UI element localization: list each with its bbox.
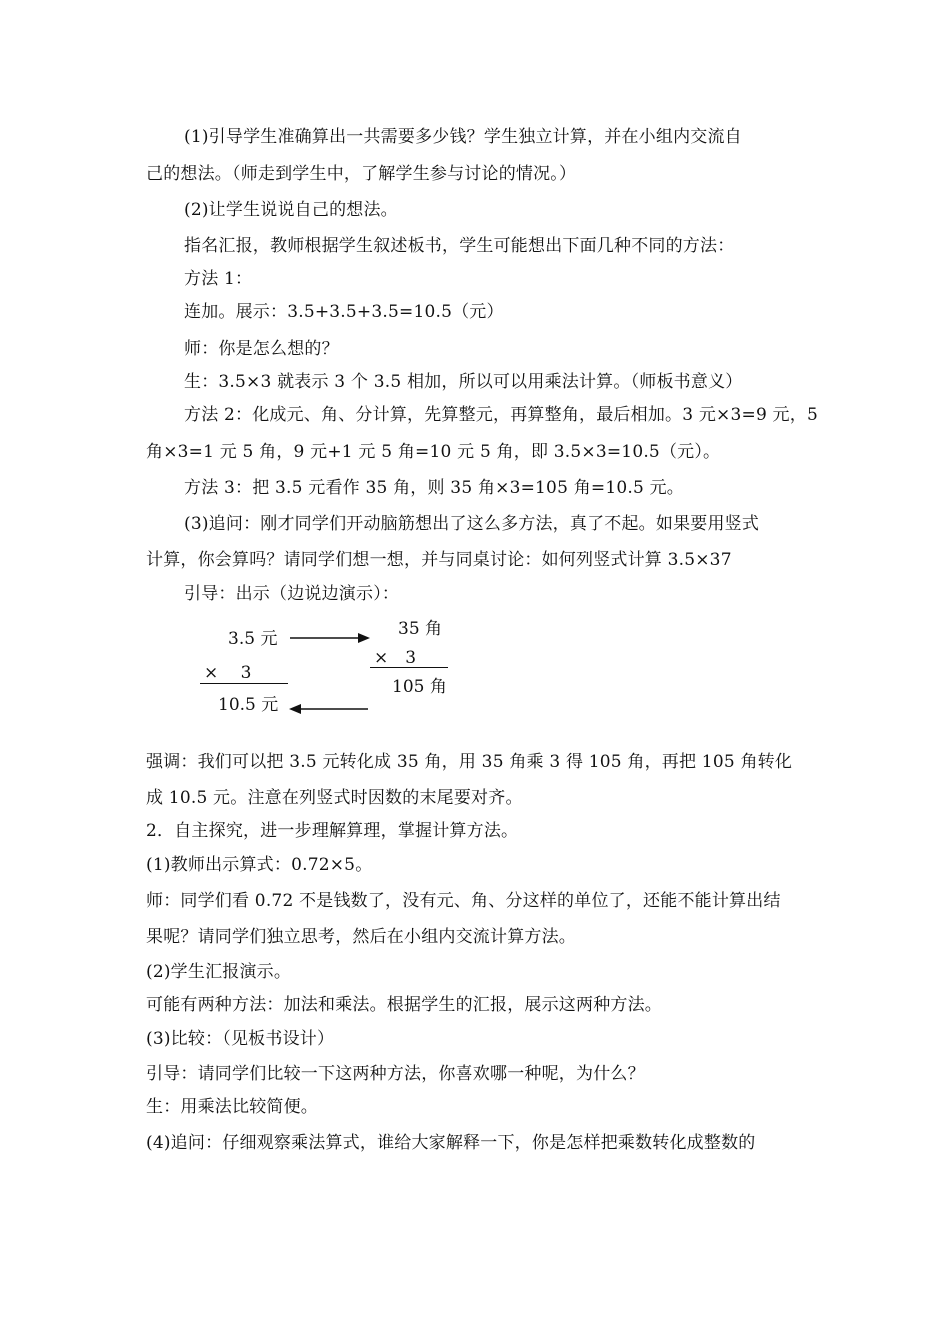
- paragraph-line: (2)让学生说说自己的想法。: [184, 200, 398, 220]
- paragraph-line: 计算，你会算吗？请同学们想一想，并与同桌讨论：如何列竖式计算 3.5×37: [146, 550, 732, 570]
- paragraph-line: (1)引导学生准确算出一共需要多少钱？学生独立计算，并在小组内交流自: [184, 127, 742, 147]
- calc-right-top: 35 角: [398, 619, 443, 639]
- calc-right-result: 105 角: [392, 677, 447, 697]
- paragraph-line: 方法 1：: [184, 269, 253, 289]
- paragraph-line: 方法 2：化成元、角、分计算，先算整元，再算整角，最后相加。3 元×3=9 元，5: [184, 405, 818, 425]
- paragraph-line: (4)追问：仔细观察乘法算式，谁给大家解释一下，你是怎样把乘数转化成整数的: [146, 1133, 756, 1153]
- paragraph-line: 2．自主探究，进一步理解算理，掌握计算方法。: [146, 821, 519, 841]
- paragraph-line: 师：你是怎么想的？: [184, 339, 339, 359]
- paragraph-line: (3)比较：（见板书设计）: [146, 1029, 335, 1049]
- paragraph-line: 己的想法。（师走到学生中，了解学生参与讨论的情况。）: [146, 164, 577, 184]
- paragraph-line: 角×3=1 元 5 角，9 元+1 元 5 角=10 元 5 角，即 3.5×3=10.5（元）。: [146, 442, 721, 462]
- calc-left-top: 3.5 元: [228, 629, 278, 649]
- paragraph-line: 连加。展示：3.5+3.5+3.5=10.5（元）: [184, 302, 504, 322]
- paragraph-line: 指名汇报，教师根据学生叙述板书，学生可能想出下面几种不同的方法：: [184, 236, 735, 256]
- paragraph-line: (1)教师出示算式：0.72×5。: [146, 855, 373, 875]
- calc-right-multiplier: × 3: [374, 648, 417, 668]
- paragraph-line: 方法 3：把 3.5 元看作 35 角，则 35 角×3=105 角=10.5 元。: [184, 478, 684, 498]
- arrow-left-icon: [289, 704, 368, 714]
- paragraph-line: 生：用乘法比较简便。: [146, 1097, 318, 1117]
- calc-left-result: 10.5 元: [218, 695, 279, 715]
- paragraph-line: 可能有两种方法：加法和乘法。根据学生的汇报，展示这两种方法。: [146, 995, 662, 1015]
- arrow-right-icon: [290, 633, 370, 643]
- paragraph-line: 强调：我们可以把 3.5 元转化成 35 角，用 35 角乘 3 得 105 角，再把 105 角转化: [146, 752, 793, 772]
- paragraph-line: 引导：请同学们比较一下这两种方法，你喜欢哪一种呢，为什么？: [146, 1064, 645, 1084]
- paragraph-line: 生：3.5×3 就表示 3 个 3.5 相加，所以可以用乘法计算。（师板书意义）: [184, 372, 743, 392]
- paragraph-line: 果呢？请同学们独立思考，然后在小组内交流计算方法。: [146, 927, 576, 947]
- paragraph-line: 成 10.5 元。注意在列竖式时因数的末尾要对齐。: [146, 788, 523, 808]
- paragraph-line: (3)追问：刚才同学们开动脑筋想出了这么多方法，真了不起。如果要用竖式: [184, 514, 760, 534]
- calc-left-multiplier: × 3: [204, 663, 252, 683]
- paragraph-line: 引导：出示（边说边演示）：: [184, 584, 400, 604]
- paragraph-line: (2)学生汇报演示。: [146, 962, 292, 982]
- paragraph-line: 师：同学们看 0.72 不是钱数了，没有元、角、分这样的单位了，还能不能计算出结: [146, 891, 781, 911]
